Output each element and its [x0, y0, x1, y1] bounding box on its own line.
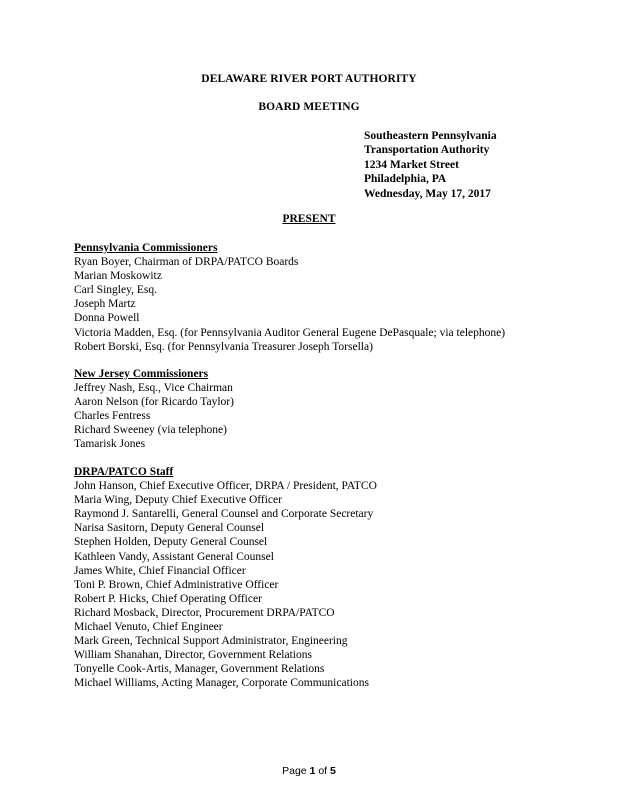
pennsylvania-commissioners-heading: Pennsylvania Commissioners	[74, 242, 218, 254]
page-word: Page	[282, 765, 307, 777]
attendee: Stephen Holden, Deputy General Counsel	[74, 536, 268, 549]
page-footer	[0, 765, 618, 777]
attendee: Michael Williams, Acting Manager, Corporate Communications	[74, 677, 369, 690]
attendee: William Shanahan, Director, Government Relations	[74, 649, 312, 662]
attendee: Raymond J. Santarelli, General Counsel and Corporate Secretary	[74, 508, 374, 521]
new-jersey-commissioners-heading: New Jersey Commissioners	[74, 368, 209, 380]
attendee: Richard Mosback, Director, Procurement DRPA/PATCO	[74, 606, 335, 619]
attendee: Richard Sweeney (via telephone)	[74, 424, 227, 437]
attendee: Victoria Madden, Esq. (for Pennsylvania Auditor General Eugene DePasquale; via telephone)	[74, 326, 506, 339]
attendee: Jeffrey Nash, Esq., Vice Chairman	[74, 382, 233, 395]
attendee: James White, Chief Financial Officer	[74, 564, 246, 577]
attendee: John Hanson, Chief Executive Officer, DRPA / President, PATCO	[74, 480, 377, 493]
total-pages: 5	[330, 765, 336, 777]
attendee: Robert Borski, Esq. (for Pennsylvania Treasurer Joseph Torsella)	[74, 340, 373, 353]
present-heading	[0, 213, 618, 225]
attendee: Mark Green, Technical Support Administrator, Engineering	[74, 635, 348, 648]
staff-heading: DRPA/PATCO Staff	[74, 466, 174, 478]
location-line-1: Southeastern Pennsylvania	[364, 130, 497, 142]
attendee: Aaron Nelson (for Ricardo Taylor)	[74, 396, 234, 409]
attendee: Tonyelle Cook-Artis, Manager, Government Relations	[74, 663, 325, 676]
page-number: 1	[309, 765, 316, 777]
meeting-date: Wednesday, May 17, 2017	[364, 187, 491, 200]
attendee: Narisa Sasitorn, Deputy General Counsel	[74, 522, 265, 535]
meeting-title: BOARD MEETING	[258, 101, 360, 113]
attendee: Maria Wing, Deputy Chief Executive Officer	[74, 494, 282, 507]
attendee: Tamarisk Jones	[74, 438, 146, 451]
staff-section	[74, 465, 377, 691]
of-word: of	[318, 765, 328, 777]
attendee: Toni P. Brown, Chief Administrative Officer	[74, 578, 279, 591]
attendee: Charles Fentress	[74, 410, 151, 423]
attendee: Donna Powell	[74, 312, 140, 325]
pennsylvania-commissioners-section	[74, 241, 505, 354]
attendee: Carl Singley, Esq.	[74, 284, 157, 297]
location-line-2: Transportation Authority	[364, 144, 490, 157]
present-label: PRESENT	[282, 213, 336, 225]
meeting-location	[364, 129, 497, 201]
attendee: Ryan Boyer, Chairman of DRPA/PATCO Boards	[74, 256, 299, 269]
attendee: Michael Venuto, Chief Engineer	[74, 621, 223, 634]
organization-title: DELAWARE RIVER PORT AUTHORITY	[201, 73, 417, 85]
attendee: Robert P. Hicks, Chief Operating Officer	[74, 592, 262, 605]
location-line-3: 1234 Market Street	[364, 158, 459, 171]
location-line-4: Philadelphia, PA	[364, 173, 447, 186]
new-jersey-commissioners-section	[74, 367, 234, 452]
attendee: Marian Moskowitz	[74, 270, 162, 283]
attendee: Joseph Martz	[74, 298, 136, 311]
attendee: Kathleen Vandy, Assistant General Counsel	[74, 550, 274, 563]
